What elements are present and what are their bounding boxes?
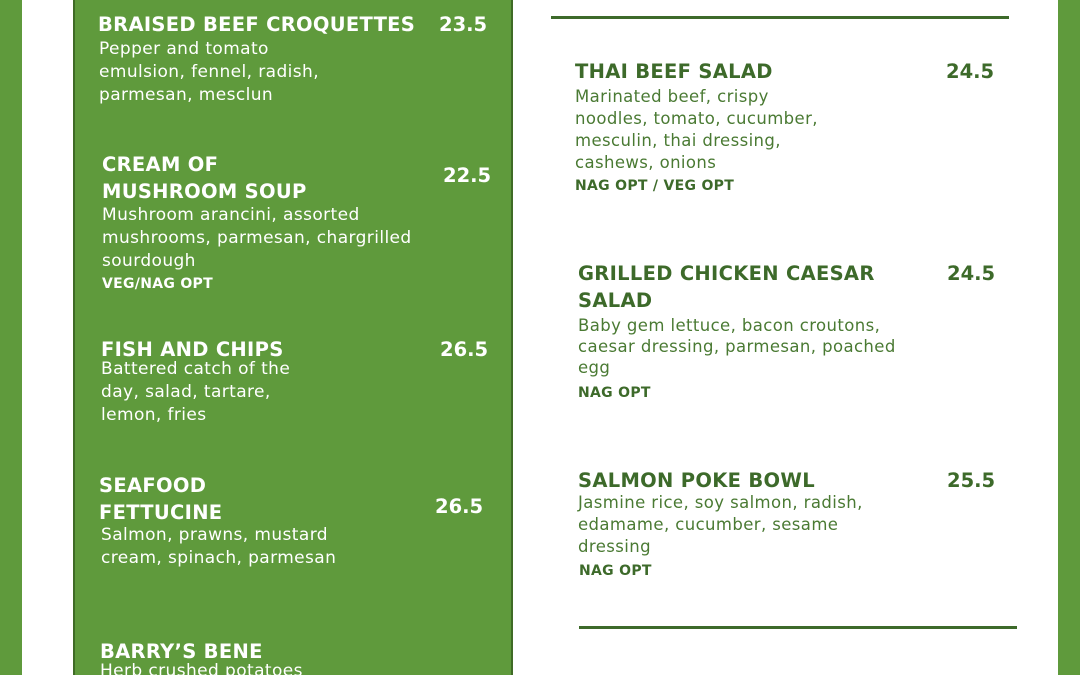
- item-name: SALMON POKE BOWL: [578, 469, 815, 492]
- item-description: Battered catch of the day, salad, tartare, lemon, fries: [101, 359, 291, 425]
- item-description: Jasmine rice, soy salmon, radish, edamame, cucumber, sesame dressing: [578, 493, 863, 556]
- item-price: 26.5: [440, 338, 489, 361]
- item-price: 25.5: [947, 469, 996, 492]
- item-description: Herb crushed potatoes: [100, 661, 303, 681]
- dietary-tag: NAG OPT / VEG OPT: [575, 178, 735, 194]
- left-border-stripe: [0, 0, 22, 675]
- item-name: GRILLED CHICKEN CAESAR SALAD: [578, 262, 875, 312]
- item-description: Marinated beef, crispy noodles, tomato, cucumber, mesculin, thai dressing, cashews, onions: [575, 87, 818, 172]
- item-description: Salmon, prawns, mustard cream, spinach, parmesan: [101, 525, 337, 568]
- item-name: BRAISED BEEF CROQUETTES: [98, 13, 416, 36]
- item-price: 22.5: [443, 164, 492, 187]
- dietary-tag: NAG OPT: [579, 563, 652, 579]
- item-price: 24.5: [946, 60, 995, 83]
- item-name: CREAM OF MUSHROOM SOUP: [102, 153, 307, 203]
- top-divider: [551, 16, 1009, 19]
- item-name: FISH AND CHIPS: [101, 338, 284, 361]
- dietary-tag: VEG/NAG OPT: [102, 276, 213, 292]
- item-price: 23.5: [439, 13, 488, 36]
- item-name: SEAFOOD FETTUCINE: [99, 474, 223, 524]
- bottom-divider: [579, 626, 1017, 629]
- item-description: Baby gem lettuce, bacon croutons, caesar dressing, parmesan, poached egg: [578, 316, 896, 377]
- item-name: THAI BEEF SALAD: [575, 60, 773, 83]
- item-description: Mushroom arancini, assorted mushrooms, parmesan, chargrilled sourdough: [102, 205, 412, 271]
- item-price: 24.5: [947, 262, 996, 285]
- item-description: Pepper and tomato emulsion, fennel, radish, parmesan, mesclun: [99, 39, 320, 105]
- dietary-tag: NAG OPT: [578, 385, 651, 401]
- item-name: BARRY’S BENE: [100, 640, 263, 663]
- item-price: 26.5: [435, 495, 484, 518]
- right-border-stripe: [1058, 0, 1080, 675]
